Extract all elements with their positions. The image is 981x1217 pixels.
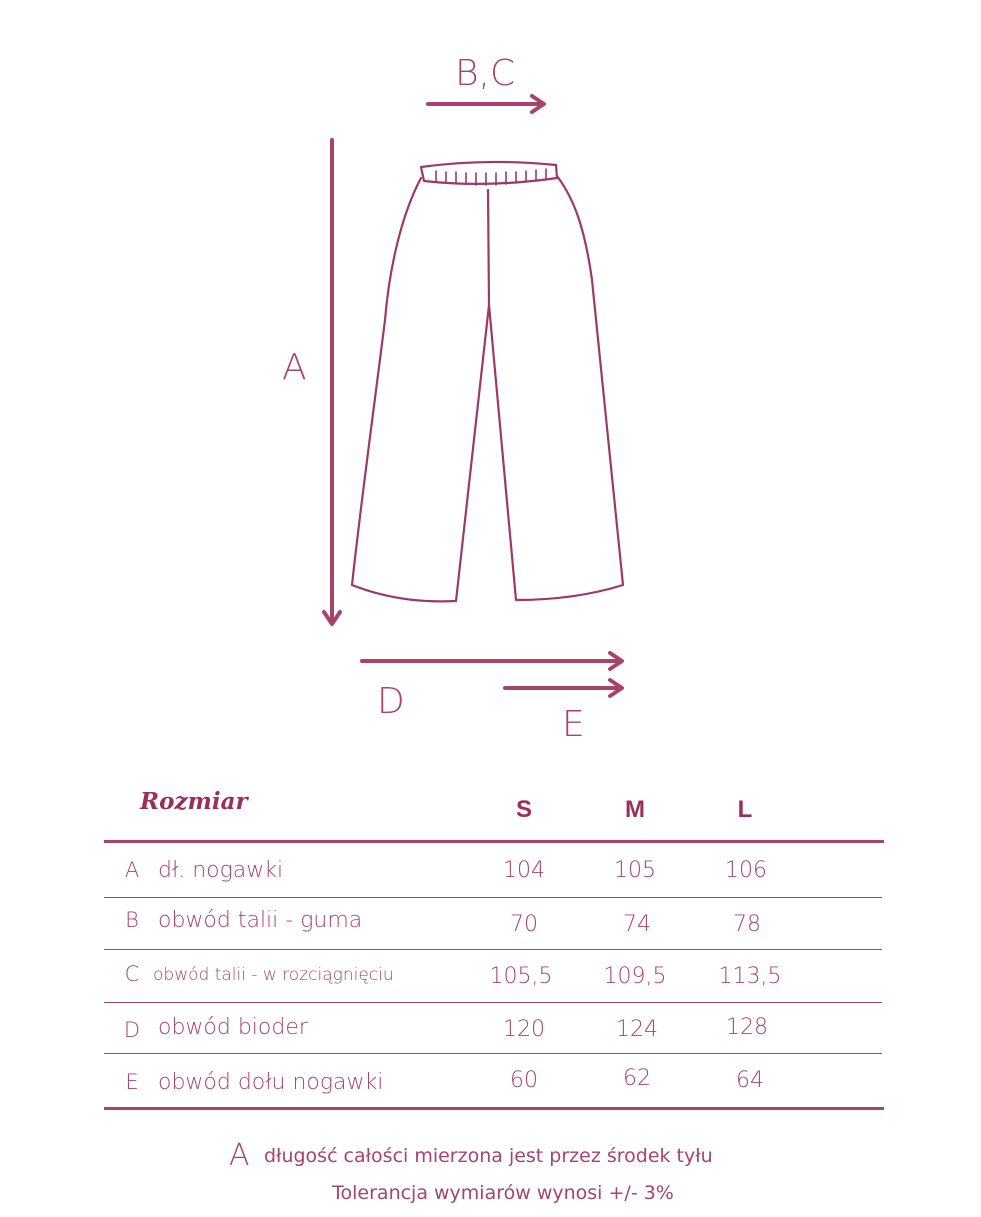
row-letter: C (124, 962, 140, 986)
table-row (0, 962, 981, 1002)
label-bc: B,C (455, 53, 516, 94)
row-value-l: 106 (725, 858, 767, 883)
row-value-m: 62 (623, 1066, 651, 1091)
size-header-s: S (515, 796, 532, 823)
row-divider (104, 897, 882, 898)
row-value-l: 113,5 (718, 964, 782, 989)
row-name: dł. nogawki (158, 858, 284, 883)
table-row (0, 858, 981, 898)
label-a: A (282, 347, 307, 388)
size-table (0, 760, 981, 1217)
row-value-m: 109,5 (603, 964, 667, 989)
table-bottom-rule (104, 1107, 884, 1110)
row-value-s: 60 (510, 1068, 538, 1093)
table-row (0, 1015, 981, 1055)
table-row (0, 1068, 981, 1108)
row-name: obwód bioder (158, 1015, 308, 1040)
row-value-s: 120 (503, 1017, 545, 1042)
row-letter: E (125, 1070, 139, 1094)
note-text: długość całości mierzona jest przez środek tyłu (263, 1144, 713, 1167)
size-header-m: M (625, 796, 645, 823)
row-value-m: 74 (623, 912, 651, 937)
note-letter: A (229, 1138, 250, 1173)
row-name: obwód dołu nogawki (158, 1070, 384, 1095)
table-header-rule (104, 840, 884, 843)
row-value-m: 105 (614, 858, 656, 883)
arrow-d (362, 653, 622, 669)
table-title: Rozmiar (140, 788, 248, 815)
row-letter: B (125, 908, 139, 932)
size-header-l: L (737, 796, 753, 823)
row-value-m: 124 (616, 1017, 658, 1042)
table-row (0, 908, 981, 948)
tolerance-note: Tolerancja wymiarów wynosi +/- 3% (332, 1182, 674, 1204)
arrow-a (324, 140, 340, 624)
row-divider (104, 1053, 882, 1054)
label-d: D (377, 681, 405, 722)
label-e: E (562, 704, 585, 745)
row-name: obwód talii - guma (158, 908, 363, 933)
arrow-e (505, 680, 622, 696)
row-divider (104, 949, 882, 950)
row-letter: A (124, 858, 140, 882)
row-value-l: 78 (733, 912, 761, 937)
row-value-l: 64 (736, 1068, 764, 1093)
length-note (229, 1138, 713, 1173)
row-letter: D (123, 1018, 141, 1042)
arrow-bc (428, 96, 544, 112)
pants-outline (352, 162, 623, 601)
row-divider (104, 1002, 882, 1003)
row-name: obwód talii - w rozciągnięciu (153, 965, 394, 985)
row-value-s: 70 (510, 912, 538, 937)
row-value-s: 104 (503, 858, 545, 883)
row-value-l: 128 (726, 1015, 768, 1040)
row-value-s: 105,5 (489, 964, 553, 989)
